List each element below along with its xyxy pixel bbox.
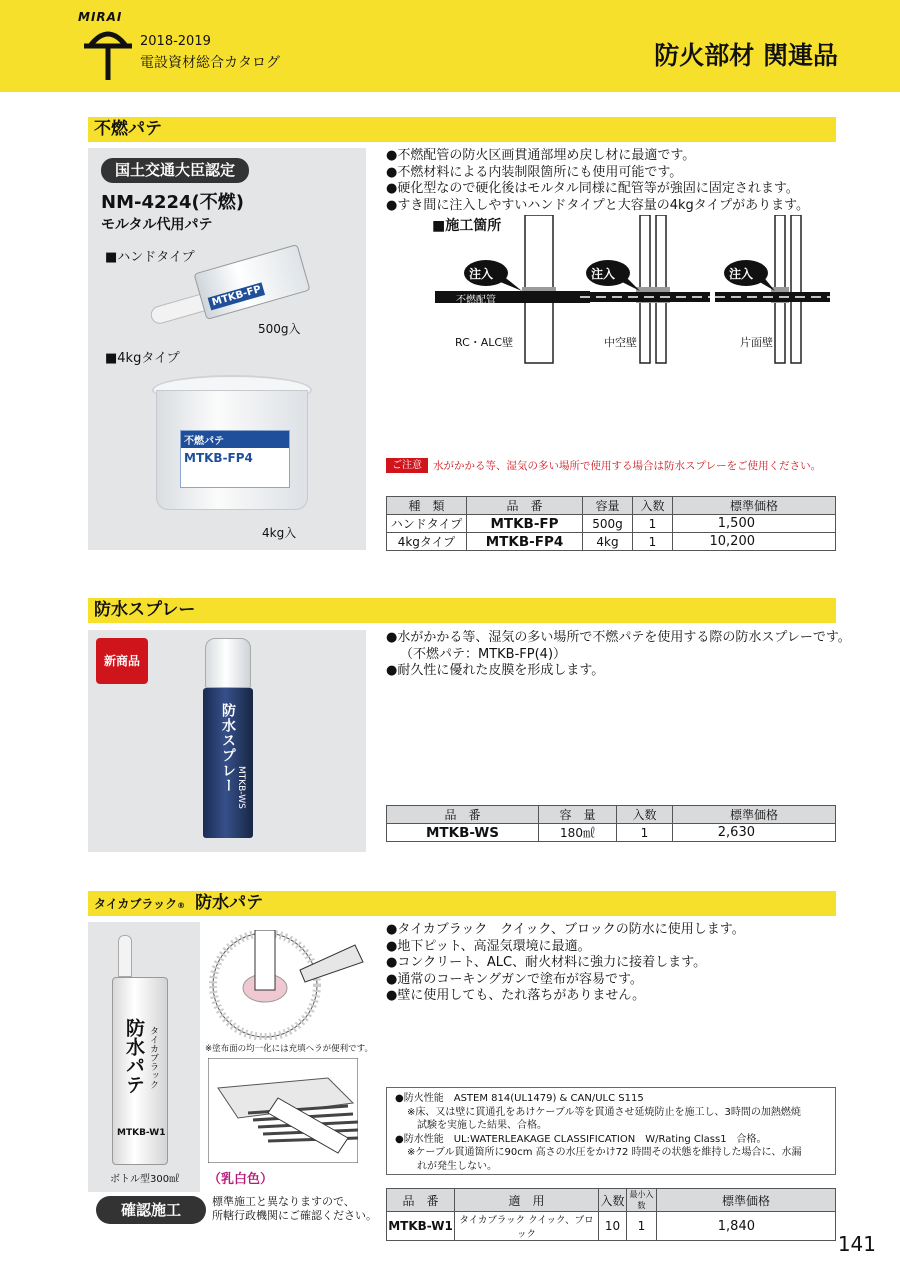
waterproof-feature-list <box>386 922 745 1005</box>
table-header: 品 番 <box>467 497 583 515</box>
certification-badge: 国土交通大臣認定 <box>101 158 249 183</box>
note-line: ●防火性能 ASTEM 814(UL1479) & CAN/ULC S115 <box>395 1093 644 1104</box>
confirm-construction-badge: 確認施工 <box>96 1196 206 1224</box>
table-header: 入数 <box>599 1189 627 1212</box>
spray-can-code: MTKB-WS <box>236 766 246 809</box>
hand-type-caption: 500g入 <box>258 322 301 336</box>
table-header: 適 用 <box>455 1189 599 1212</box>
note-line: ※ケーブル貫通箇所に90cm 高さの水圧をかけ72 時間その状態を維持した場合に、水漏 <box>407 1147 802 1158</box>
note-line: ※床、又は壁に貫通孔をあけケーブル等を貫通させ延焼防止を施工し、3時間の加熱燃焼 <box>407 1106 801 1118</box>
page-number: 141 <box>837 1232 876 1256</box>
cartridge-sublabel: タイカブラック <box>148 1026 158 1089</box>
table-cell: 180㎖ <box>539 824 617 842</box>
table-cell: MTKB-WS <box>387 824 539 842</box>
application-illustration-bottom <box>208 1058 358 1163</box>
product-subtitle: モルタル代用パテ <box>101 217 213 233</box>
feature-item: ●耐久性に優れた皮膜を形成します。 <box>386 663 605 678</box>
section-title-putty: 不燃パテ <box>88 117 836 142</box>
table-cell: 4kg <box>583 533 633 551</box>
table-header: 品 番 <box>387 1189 455 1212</box>
feature-item: ●不燃配管の防火区画貫通部埋め戻し材に最適です。 <box>386 148 696 163</box>
table-header-row <box>387 806 836 824</box>
feature-item: ●地下ピット、高湿気環境に最適。 <box>386 938 591 954</box>
feature-item: ●壁に使用しても、たれ落ちがありません。 <box>386 988 646 1003</box>
page-category-title: 防火部材 関連品 <box>654 41 838 70</box>
note-line: 試験を実施した結果、合格。 <box>417 1120 547 1131</box>
table-cell: MTKB-W1 <box>387 1212 455 1241</box>
inject-label: 注入 <box>591 267 616 281</box>
bucket-label-code: MTKB-FP4 <box>184 451 253 465</box>
table-row <box>387 515 836 533</box>
feature-item: ●コンクリート、ALC、耐火材料に強力に接着します。 <box>386 955 707 970</box>
table-cell: MTKB-FP <box>467 515 583 533</box>
brand-logo-icon <box>78 12 138 84</box>
cartridge-nozzle-icon <box>118 935 132 977</box>
4kg-type-caption: 4kg入 <box>262 526 297 540</box>
spray-feature-list <box>386 630 851 680</box>
table-cell: ハンドタイプ <box>387 515 467 533</box>
4kg-type-label: ■4kgタイプ <box>105 351 180 366</box>
spray-price-table <box>386 805 836 842</box>
cartridge-image <box>112 977 168 1165</box>
table-header: 最小入数 <box>627 1189 657 1212</box>
new-product-badge: 新商品 <box>96 638 148 684</box>
table-cell: 2,630 <box>673 824 836 842</box>
spatula-note: ※塗布面の均一化には充填ヘラが便利です。 <box>205 1044 373 1054</box>
wall-type-label: 中空壁 <box>604 336 637 349</box>
table-cell: 1 <box>633 533 673 551</box>
bottle-caption: ボトル型300㎖ <box>110 1174 180 1185</box>
note-line: れが発生しない。 <box>417 1160 497 1172</box>
spray-can-image <box>203 688 253 838</box>
caution-text: 水がかかる等、湿気の多い場所で使用する場合は防水スプレーをご使用ください。 <box>433 460 822 472</box>
brand-logo-text: MIRAI <box>78 10 123 24</box>
table-cell: 1 <box>627 1212 657 1241</box>
table-row <box>387 824 836 842</box>
feature-item: ●通常のコーキングガンで塗布が容易です。 <box>386 971 643 987</box>
table-header: 種 類 <box>387 497 467 515</box>
table-header: 標準価格 <box>673 497 836 515</box>
confirm-note-line: 標準施工と異なりますので、 <box>212 1195 355 1208</box>
table-cell: MTKB-FP4 <box>467 533 583 551</box>
registered-mark: ® <box>177 901 186 910</box>
table-header: 入数 <box>617 806 673 824</box>
table-header: 容 量 <box>539 806 617 824</box>
pipe-label: 不燃配管 <box>456 295 496 306</box>
waterproof-price-table <box>386 1188 836 1241</box>
putty-price-table <box>386 496 836 551</box>
inject-label: 注入 <box>469 267 494 281</box>
putty-feature-list <box>386 148 809 214</box>
table-cell: 4kgタイプ <box>387 533 467 551</box>
tube-label: MTKB-FP <box>208 282 266 310</box>
hand-type-label: ■ハンドタイプ <box>105 250 195 265</box>
wall-type-label: 片面壁 <box>740 336 773 349</box>
table-cell: 500g <box>583 515 633 533</box>
table-cell: 10 <box>599 1212 627 1241</box>
section-title-prefix: タイカブラック <box>94 897 178 911</box>
table-cell: 1,840 <box>657 1212 836 1241</box>
caution-badge: ご注意 <box>386 458 428 473</box>
putty-bucket-image <box>152 375 312 515</box>
table-cell: タイカブラック クイック、ブロック <box>455 1212 599 1241</box>
table-header: 品 番 <box>387 806 539 824</box>
section-title-spray: 防水スプレー <box>88 598 836 623</box>
feature-item: ●すき間に注入しやすいハンドタイプと大容量の4kgタイプがあります。 <box>386 197 810 213</box>
table-row <box>387 533 836 551</box>
feature-item: ●硬化型なので硬化後はモルタル同様に配管等が強固に固定されます。 <box>386 181 799 196</box>
confirm-note-line: 所轄行政機関にご確認ください。 <box>212 1209 377 1222</box>
performance-notes-box <box>386 1087 836 1175</box>
color-note: （乳白色） <box>208 1172 274 1187</box>
table-header: 標準価格 <box>673 806 836 824</box>
table-cell: 1 <box>617 824 673 842</box>
table-header: 入数 <box>633 497 673 515</box>
feature-item: ●不燃材料による内装制限箇所にも使用可能です。 <box>386 164 683 180</box>
application-illustration-top <box>205 930 365 1040</box>
table-header: 標準価格 <box>657 1189 836 1212</box>
section-title-main: 防水パテ <box>195 893 264 913</box>
diagram-title: ■施工箇所 <box>432 218 502 234</box>
table-header-row <box>387 497 836 515</box>
table-header-row <box>387 1189 836 1212</box>
spray-cap-icon <box>205 638 251 688</box>
table-cell: 10,200 <box>673 533 836 551</box>
table-header: 容量 <box>583 497 633 515</box>
spray-can-label: 防水スプレー <box>220 703 236 793</box>
catalog-year: 2018-2019 <box>140 34 211 49</box>
cartridge-code: MTKB-W1 <box>117 1128 166 1138</box>
bucket-label-title: 不燃パテ <box>181 431 289 448</box>
confirm-construction-note <box>212 1195 377 1223</box>
table-cell: 1,500 <box>673 515 836 533</box>
wall-type-label: RC・ALC壁 <box>455 336 514 349</box>
feature-item: ●タイカブラック クイック、ブロックの防水に使用します。 <box>386 922 745 937</box>
table-row <box>387 1212 836 1241</box>
feature-item: ●水がかかる等、湿気の多い場所で不燃パテを使用する際の防水スプレーです。 <box>386 630 851 645</box>
table-cell: 1 <box>633 515 673 533</box>
section-title-waterproof-putty <box>88 891 836 916</box>
feature-item: （不燃パテ：MTKB-FP(4)） <box>400 646 567 662</box>
catalog-title: 電設資材総合カタログ <box>140 55 280 71</box>
certification-number: NM-4224(不燃) <box>101 192 244 213</box>
cartridge-label: 防水パテ <box>123 1018 145 1094</box>
note-line: ●防水性能 UL:WATERLEAKAGE CLASSIFICATION W/Rating Class1 合格。 <box>395 1133 767 1145</box>
inject-label: 注入 <box>729 267 754 281</box>
